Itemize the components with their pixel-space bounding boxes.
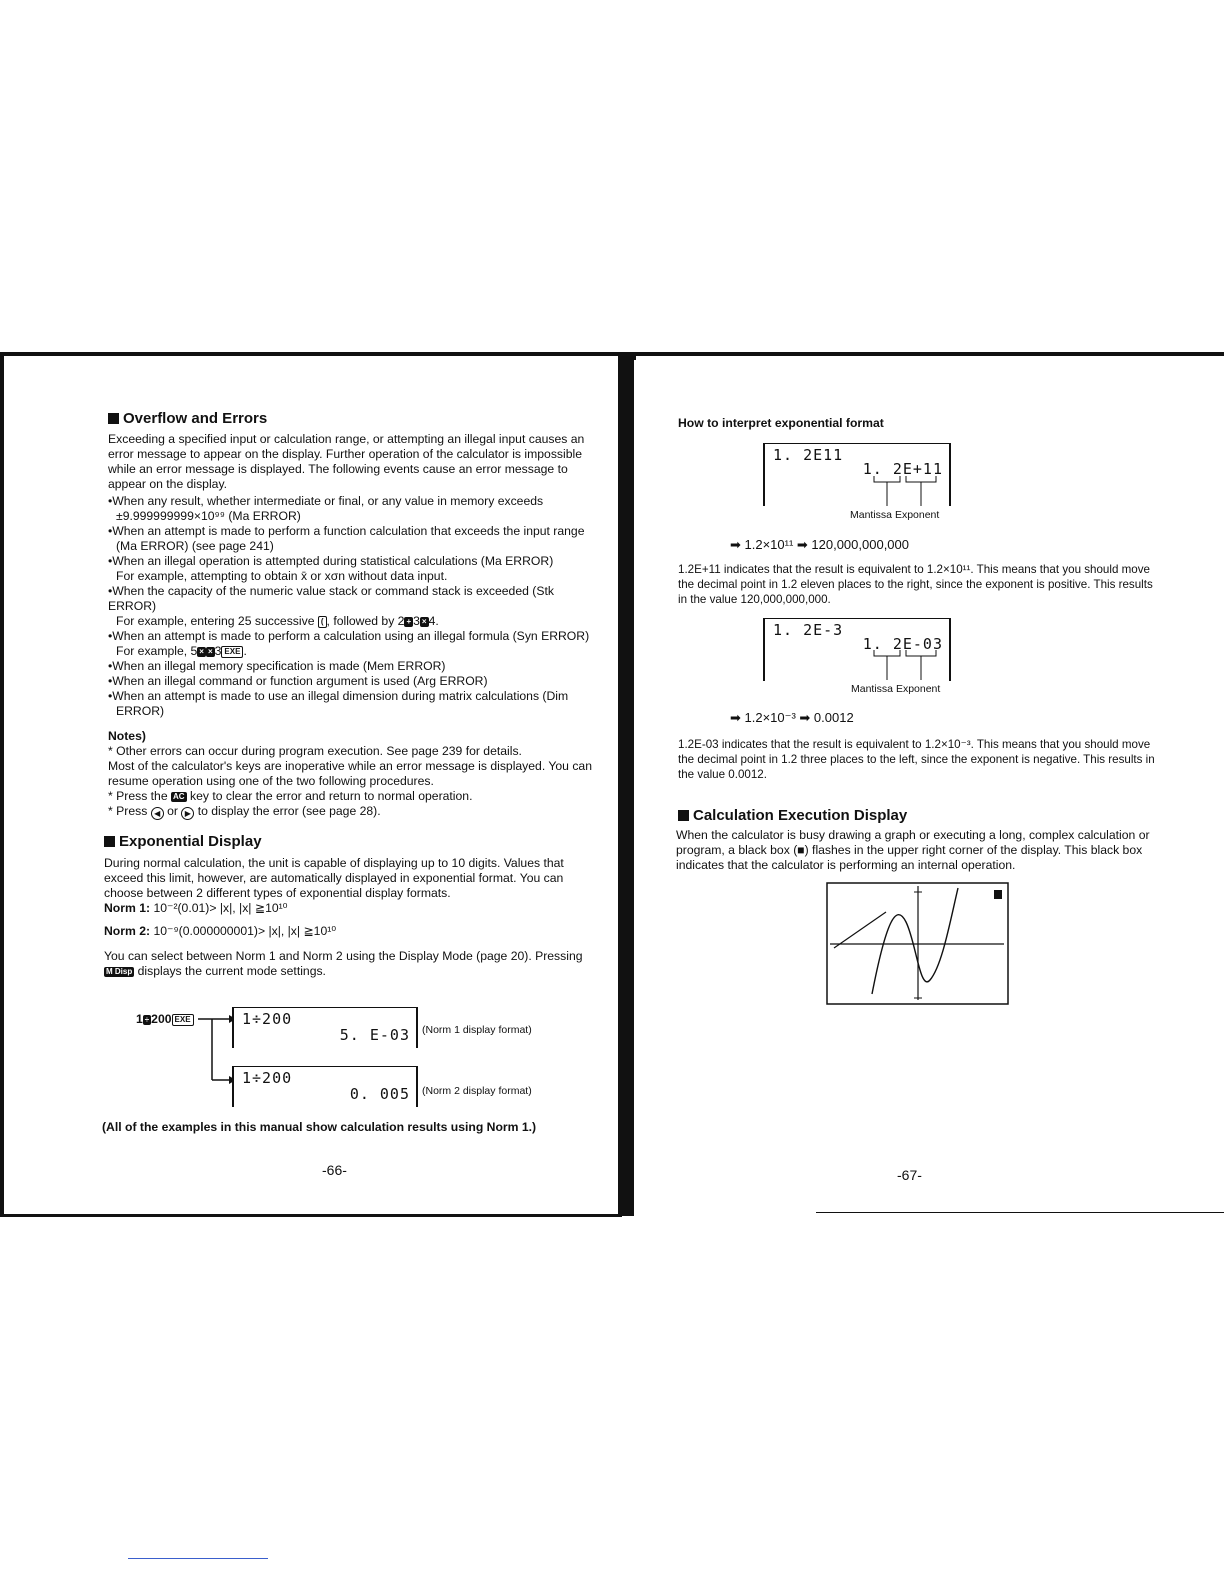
bullet-2: •When an attempt is made to perform a function calculation that exceeds the input range — [108, 524, 585, 538]
scan-artifact-line — [128, 1558, 268, 1559]
result-1: ➡ 1.2×10¹¹ ➡ 120,000,000,000 — [730, 537, 909, 552]
times-key: × — [199, 647, 204, 656]
key-sequence: 1 ÷ 200 EXE — [136, 1012, 194, 1027]
bullet-8: •When an attempt is made to use an illegal dimension during matrix calculations (Dim — [108, 689, 569, 703]
mantissa-exponent-bracket-icon — [870, 648, 942, 682]
note-4: * Press ◀ or ▶ to display the error (see page 28). — [108, 804, 381, 818]
lcd-line-1: 1÷200 — [242, 1010, 293, 1028]
result-2: ➡ 1.2×10⁻³ ➡ 0.0012 — [730, 710, 854, 725]
open-paren-key: ( — [318, 616, 327, 628]
overflow-intro: Exceeding a specified input or calculation range, or attempting an illegal input causes an error message to appear on the display. Further operation of the calculator is impossible while an error message is displayed. The following events cause an error message to appear on the display. — [108, 432, 585, 491]
bullet-6: •When an illegal memory specification is made (Mem ERROR) — [108, 659, 446, 673]
exp-intro: During normal calculation, the unit is capable of displaying up to 10 digits. Values that exceed this limit, however, are automatically displayed in exponential format. You can choose between 2 different types of exponential display formats. — [104, 856, 564, 900]
bullet-4b: For example, entering 25 successive ( , followed by 2 + 3 × 4. — [116, 614, 439, 628]
lcd-line-1: 1. 2E11 — [773, 446, 844, 464]
busy-indicator-icon — [994, 890, 1002, 899]
bullet-square-icon — [108, 413, 119, 424]
right-arrow-key-icon: ▶ — [181, 807, 194, 820]
plus-key: + — [406, 617, 412, 626]
lcd-line-2: 5. E-03 — [339, 1026, 410, 1044]
bullet-square-icon — [678, 810, 689, 821]
norm-2: Norm 2: 10⁻⁹(0.000000001)> |x|, |x| ≧10¹⁰ — [104, 924, 337, 938]
graph-display — [826, 882, 1010, 1006]
exe-key: EXE — [172, 1014, 194, 1026]
bullet-3b: For example, attempting to obtain x̄ or xσn without data input. — [116, 569, 448, 583]
divide-key: ÷ — [144, 1015, 150, 1024]
lcd-line-1: 1. 2E-3 — [773, 621, 844, 639]
para-2: 1.2E-03 indicates that the result is equivalent to 1.2×10⁻³. This means that you should move the decimal point in 1.2 three places to the left, since the exponent is negative. This results in the value 0.0012. — [678, 738, 1155, 781]
exe-key: EXE — [221, 646, 243, 658]
calc-para: When the calculator is busy drawing a graph or executing a long, complex calculation or program, a black box (■) flashes in the upper right corner of the display. This black box indicates that the calculator is performing an internal operation. — [676, 828, 1150, 872]
bullet-1: •When any result, whether intermediate or final, or any value in memory exceeds — [108, 494, 544, 508]
bullet-1b: ±9.999999999×10⁹⁹ (Ma ERROR) — [116, 509, 301, 523]
page-number-67: -67- — [897, 1167, 922, 1183]
norm1-caption: (Norm 1 display format) — [422, 1024, 532, 1036]
bullet-8b: ERROR) — [116, 704, 165, 718]
notes-heading: Notes) — [108, 729, 146, 743]
mantissa-exponent-label: Mantissa Exponent — [850, 509, 940, 521]
note-2: Most of the calculator's keys are inoperative while an error message is displayed. You can resume operation using one of the two following procedures. — [108, 759, 592, 788]
lcd-norm2 — [232, 1066, 418, 1107]
mdisp-key: M Disp — [106, 967, 133, 976]
calc-execution-heading: Calculation Execution Display — [678, 807, 907, 824]
footer-note: (All of the examples in this manual show calculation results using Norm 1.) — [102, 1120, 537, 1134]
para-1: 1.2E+11 indicates that the result is equivalent to 1.2×10¹¹. This means that you should move the decimal point in 1.2 eleven places to the right, since the exponent is positive. This results in the value 120,000,000,000. — [678, 563, 1153, 606]
norm-1: Norm 1: 10⁻²(0.01)> |x|, |x| ≧10¹⁰ — [104, 901, 288, 915]
bullet-square-icon — [104, 836, 115, 847]
bottom-rule — [816, 1212, 1224, 1213]
times-key: × — [207, 647, 213, 656]
exponential-section — [104, 856, 592, 979]
note-1: * Other errors can occur during program execution. See page 239 for details. — [108, 744, 522, 758]
left-arrow-key-icon: ◀ — [151, 807, 164, 820]
bullet-5b: For example, 5 × × 3 EXE . — [116, 644, 247, 658]
lcd-norm1 — [232, 1007, 418, 1048]
lcd-line-2: 0. 005 — [349, 1085, 410, 1103]
mantissa-exponent-label: Mantissa Exponent — [851, 683, 941, 695]
bullet-5: •When an attempt is made to perform a calculation using an illegal formula (Syn ERROR) — [108, 629, 590, 643]
bullet-4: •When the capacity of the numeric value stack or command stack is exceeded (Stk ERROR) — [108, 584, 554, 613]
page-number-66: -66- — [322, 1162, 347, 1178]
overflow-section — [108, 432, 594, 820]
exponential-heading: Exponential Display — [104, 833, 262, 850]
bullet-2b: (Ma ERROR) (see page 241) — [116, 539, 274, 553]
bullet-3: •When an illegal operation is attempted during statistical calculations (Ma ERROR) — [108, 554, 554, 568]
bullet-7: •When an illegal command or function argument is used (Arg ERROR) — [108, 674, 488, 688]
overflow-heading: Overflow and Errors — [108, 410, 267, 427]
norm2-caption: (Norm 2 display format) — [422, 1085, 532, 1097]
lcd-line-2: 1. 2E+11 — [862, 460, 943, 478]
interpret-heading: How to interpret exponential format — [678, 416, 884, 430]
note-3: * Press the AC key to clear the error and return to normal operation. — [108, 789, 473, 803]
select-text: You can select between Norm 1 and Norm 2 using the Display Mode (page 20). Pressing M Disp displays the current mode settings. — [104, 949, 583, 978]
ac-key: AC — [173, 792, 185, 801]
lcd-line-1: 1÷200 — [242, 1069, 293, 1087]
mantissa-exponent-bracket-icon — [870, 474, 942, 508]
lcd-line-2: 1. 2E-03 — [862, 635, 943, 653]
times-key: × — [421, 617, 427, 626]
